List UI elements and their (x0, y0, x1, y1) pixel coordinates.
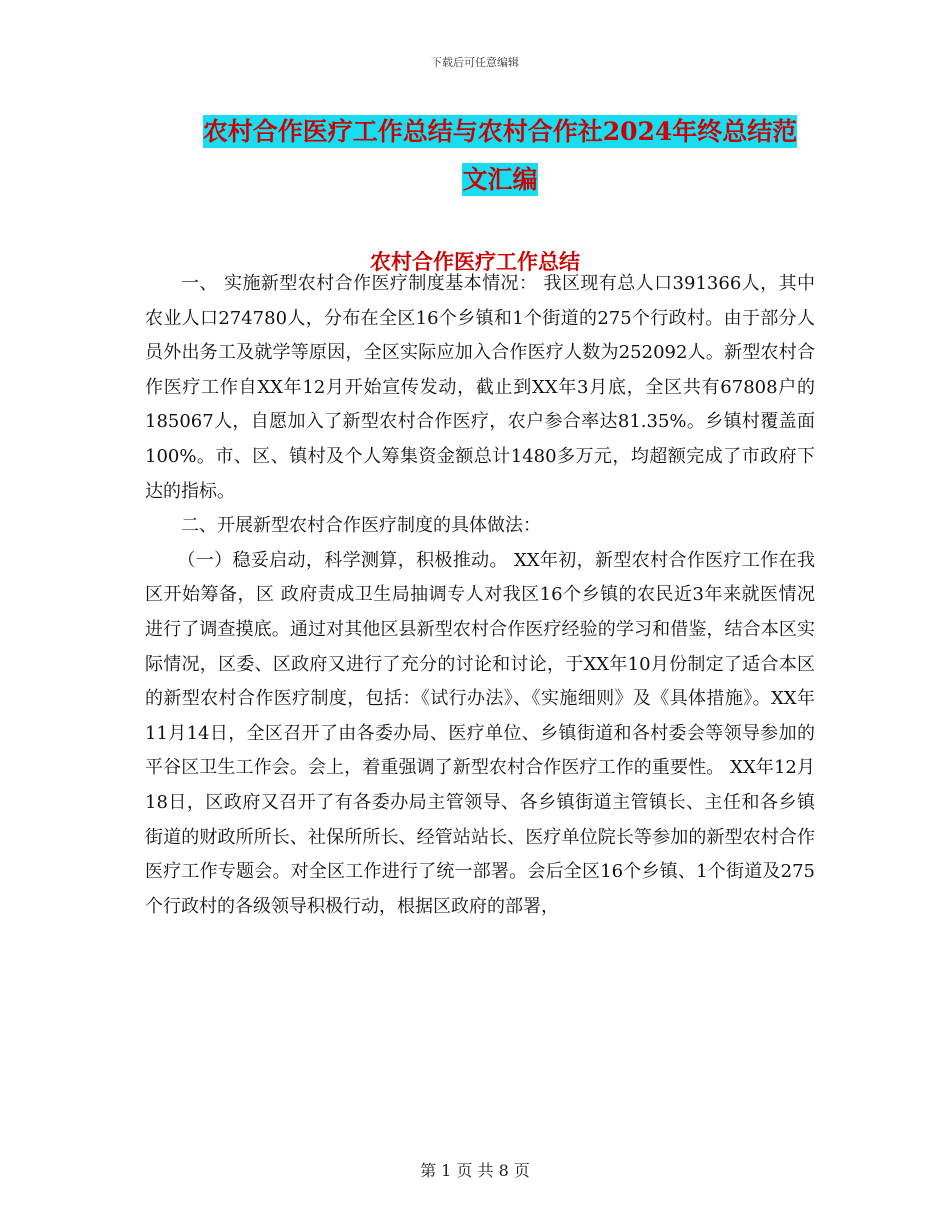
body-text (145, 267, 815, 924)
paragraph-basic-situation: 一、 实施新型农村合作医疗制度基本情况： 我区现有总人口391366人，其中农业人口274780人，分布在全区16个乡镇和1个街道的275个行政村。由于部分人员外出务工及就学等原因，全区实际应加入合作医疗人数为252092人。新型农村合作医疗工作自XX年12月开始宣传发动，截止到XX年3月底，全区共有67808户的185067人，自愿加入了新型农村合作医疗，农户参合率达81.35%。乡镇村覆盖面100%。市、区、镇村及个人筹集资金额总计1480多万元，均超额完成了市政府下达的指标。 (145, 273, 815, 502)
document-title-line-1: 农村合作医疗工作总结与农村合作社2024年终总结范 (202, 117, 798, 146)
page-number-footer: 第 1 页 共 8 页 (420, 1161, 530, 1180)
document-title-line-2: 文汇编 (462, 165, 538, 194)
running-header: 下载后可任意编辑 (431, 56, 519, 69)
paragraph-steady-start: （一）稳妥启动，科学测算，积极推动。 XX年初，新型农村合作医疗工作在我区开始筹备，区 政府责成卫生局抽调专人对我区16个乡镇的农民近3年来就医情况进行了调查摸底。通过对其他区县新型农村合作医疗经验的学习和借鉴，结合本区实际情况，区委、区政府又进行了充分的讨论和讨论，于XX年10月份制定了适合本区的新型农村合作医疗制度，包括：《试行办法》、《实施细则》及《具体措施》。XX年11月14日，全区召开了由各委办局、医疗单位、乡镇街道和各村委会等领导参加的平谷区卫生工作会。会上，着重强调了新型农村合作医疗工作的重要性。 XX年12月18日，区政府又召开了有各委办局主管领导、各乡镇街道主管镇长、主任和各乡镇街道的财政所所长、社保所所长、经管站站长、医疗单位院长等参加的新型农村合作医疗工作专题会。对全区工作进行了统一部署。会后全区16个乡镇、1个街道及275个行政村的各级领导积极行动，根据区政府的部署， (145, 549, 815, 917)
paragraph-practices-heading: 二、开展新型农村合作医疗制度的具体做法： (181, 515, 541, 537)
document-title (140, 108, 860, 204)
section-title: 农村合作医疗工作总结 (370, 249, 580, 274)
